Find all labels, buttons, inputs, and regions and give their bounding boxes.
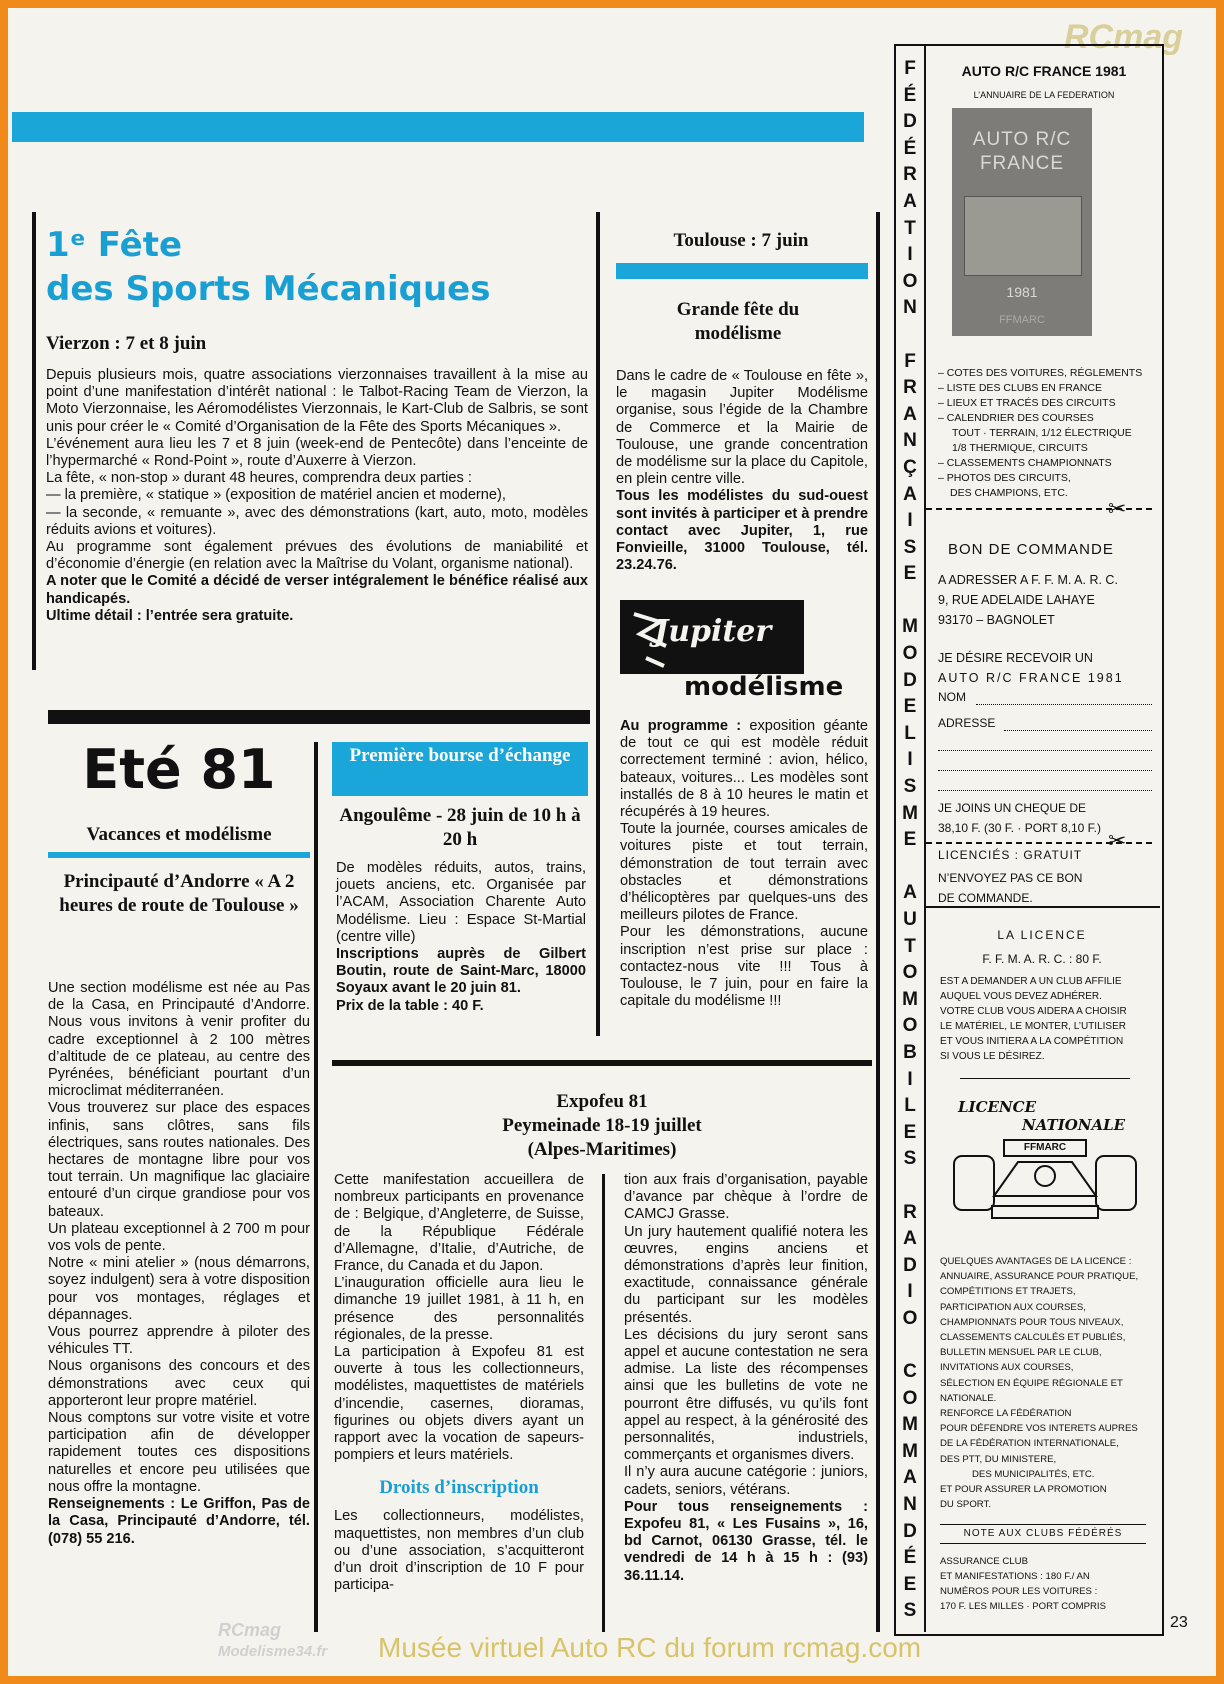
bon-address-line: 93170 – BAGNOLET <box>938 613 1055 627</box>
rcmag-watermark-bottom <box>218 1620 327 1662</box>
vertical-letter: M <box>902 1414 918 1436</box>
fete-p6: Au programme sont également prévues des évolutions de maniabilité et d’économie d’énergie (en relation avec la Maîtrise du Volant, organisme national). <box>46 539 588 573</box>
expofeu-c2p2: Un jury hautement qualifié notera les œuvres, engins anciens et démonstrations d’après leur finition, exactitude, connaissance générale du participant sur les modèles présentés. <box>624 1223 868 1326</box>
scissors-icon: ✂ <box>1108 828 1127 853</box>
vertical-letter: T <box>904 935 916 957</box>
avantage-line: ANNUAIRE, ASSURANCE POUR PRATIQUE, <box>940 1271 1139 1283</box>
vertical-letter: I <box>907 510 913 532</box>
vertical-letter <box>894 588 926 615</box>
avantage-line: CLASSEMENTS CALCULÉS ET PUBLIÉS, <box>940 1332 1126 1344</box>
vertical-letter: I <box>907 244 913 266</box>
fete-p1: Depuis plusieurs mois, quatre associations vierzonnaises travaillent à la mise au point d’une manifestation d’intérêt national : le Talbot-Racing Team de Vierzon, la Moto Vierzonnaise, les Aéromodélistes Vierzonnais, le Kart-Club de Salbris, se sont unis pour créer le « Comité d’Organisation de la Fête des Sports Mécaniques ». <box>46 367 588 435</box>
nom-line <box>976 704 1152 705</box>
vertical-letter: N <box>903 297 917 319</box>
modelisme-word: modélisme <box>684 672 844 702</box>
cheque-line: 38,10 F. (30 F. · PORT 8,10 F.) <box>938 821 1101 835</box>
expofeu-title: Expofeu 81 <box>556 1091 648 1112</box>
avantage-line: PARTICIPATION AUX COURSES, <box>940 1301 1086 1313</box>
vertical-letter: N <box>903 1494 917 1516</box>
vertical-letter: O <box>902 1387 918 1409</box>
vertical-letter: I <box>907 1068 913 1090</box>
ete-sub: Vacances et modélisme <box>86 824 272 845</box>
fete-p4: — la première, « statique » (exposition de matériel ancien et moderne), <box>46 487 506 504</box>
vertical-letter: E <box>903 1121 917 1143</box>
fete-p7: A noter que le Comité a décidé de verser intégralement le bénéfice réalisé aux handicapés. <box>46 573 588 607</box>
envoyez-line: N’ENVOYEZ PAS CE BON <box>938 871 1083 885</box>
expofeu-line2: Peymeinade 18-19 juillet <box>502 1115 702 1136</box>
watermark-bottom-1: RCmag <box>218 1620 282 1640</box>
vertical-letter: A <box>903 403 917 425</box>
nationale-line2: NATIONALE <box>1022 1116 1126 1134</box>
scissors-icon: ✂ <box>1108 496 1127 521</box>
licence-price: F. F. M. A. R. C. : 80 F. <box>982 952 1102 966</box>
bon-desire-line: AUTO R/C FRANCE 1981 <box>938 671 1124 685</box>
expofeu-mid-rule <box>602 1174 605 1632</box>
vertical-letter: É <box>903 137 917 159</box>
watermark-bottom-2: Modelisme34.fr <box>218 1643 328 1660</box>
avantage-line: BULLETIN MENSUEL PAR LE CLUB, <box>940 1347 1102 1359</box>
toulouse-title: Toulouse : 7 juin <box>673 230 809 251</box>
ete-p6: Nous organisons des concours et des démonstrations avec ceux qui apporteront leur propre matériel. <box>48 1358 310 1409</box>
bourse-p3: Prix de la table : 40 F. <box>336 997 484 1014</box>
ete-p2: Vous trouverez sur place des espaces infinis, sans clôtres, sans fils électriques, sans routes nationales. Des hectares de montagne libre pour vos tout terrain. Un magnifique lac glaciaire entouré d’un cirque grandiose pour vos bateaux. <box>48 1100 310 1220</box>
vertical-letter: A <box>903 882 917 904</box>
avantage-line: RENFORCE LA FÉDÉRATION <box>940 1408 1072 1420</box>
annuaire-list-item: TOUT · TERRAIN, 1/12 ÉLECTRIQUE <box>952 427 1132 439</box>
annuaire-list-item: – PHOTOS DES CIRCUITS, <box>938 472 1071 484</box>
expofeu-c1p1: Cette manifestation accueillera de nombreux participants en provenance de : Belgique, d’Angleterre, de Suisse, de la République Fédérale d’Allemagne, d’Italie, d’Autriche, de France, du Canada et du Japon. <box>334 1172 584 1275</box>
vertical-letter: L <box>904 722 916 744</box>
fete-p5: — la seconde, « remuante », avec des démonstrations (kart, auto, moto, modèles réduits avions et voitures). <box>46 504 588 538</box>
avantage-line: DES PTT, DU MINISTERE, <box>940 1453 1057 1465</box>
vertical-letter: M <box>902 616 918 638</box>
toulouse-p2: Tous les modélistes du sud-ouest sont invités à participer et à prendre contact avec Jupiter, 1, rue Fonvieille, 31000 Toulouse, tél. 23.24.76. <box>616 488 868 574</box>
fete-title-line1: 1ᵉ Fête <box>46 225 182 265</box>
cover-photo <box>964 196 1082 276</box>
avantage-line: CHAMPIONNATS POUR TOUS NIVEAUX, <box>940 1316 1124 1328</box>
fete-title <box>46 223 606 311</box>
vertical-letter: S <box>903 536 917 558</box>
vertical-letter: D <box>903 1520 917 1542</box>
toulouse-sub: Grande fête du modélisme <box>676 299 800 344</box>
footer-caption: Musée virtuel Auto RC du forum rcmag.com <box>378 1632 922 1663</box>
annuaire-list-item: – LIEUX ET TRACÉS DES CIRCUITS <box>938 397 1116 409</box>
expofeu-droits: Droits d’inscription <box>379 1477 539 1499</box>
toulouse-p3-label: Au programme : <box>620 718 742 734</box>
fete-title-line2: des Sports Mécaniques <box>46 269 491 309</box>
vertical-letter: A <box>903 1228 917 1250</box>
vertical-letter: F <box>904 350 916 372</box>
note-line: ET MANIFESTATIONS : 180 F./ AN <box>940 1571 1090 1582</box>
sidebar-divider <box>924 906 1160 908</box>
sidebar-vertical-text <box>894 56 926 1628</box>
ete-top-bar <box>48 710 590 724</box>
vertical-letter: S <box>903 776 917 798</box>
bon-address <box>938 570 1118 630</box>
licence-text-line: VOTRE CLUB VOUS AIDERA A CHOISIR <box>940 1006 1127 1017</box>
avantage-line: DE LA FÉDÉRATION INTERNATIONALE, <box>940 1438 1119 1450</box>
vertical-letter: F <box>904 58 916 79</box>
adresse-label: ADRESSE <box>938 716 996 730</box>
fete-p2: L’événement aura lieu les 7 et 8 juin (week-end de Pentecôte) dans l’enceinte de l’hypermarché « Rond-Point », route d’Auxerre à Vierzon. <box>46 435 588 470</box>
vertical-letter: B <box>903 1041 917 1063</box>
expofeu-c2p5: Pour tous renseignements : Expofeu 81, « Les Fusains », 16, bd Carnot, 06130 Grasse, tél. le vendredi de 14 h à 15 h : (93) 36.11.14. <box>624 1498 868 1584</box>
ete-p7: Nous comptons sur votre visite et votre participation afin de développer rapidement toutes ces dispositions naturelles et encore peu utilisées que nous offre la montagne. <box>48 1410 310 1495</box>
note-text <box>940 1554 1106 1614</box>
ete-p8: Renseignements : Le Griffon, Pas de la Casa, Principauté d’Andorre, tél. (078) 55 216. <box>48 1496 310 1547</box>
left-rule <box>32 212 36 670</box>
note-title: NOTE AUX CLUBS FÉDÉRÉS <box>963 1528 1123 1539</box>
toulouse-body-1 <box>616 368 868 574</box>
vertical-letter <box>894 854 926 881</box>
rcmag-watermark-top: RCmag <box>1064 18 1184 56</box>
toulouse-p5: Pour les démonstrations, aucune inscription n’est prise sur place : contactez-nous vite !!! Tous à Toulouse, le 7 juin, pour en faire la capitale du modélisme !!! <box>620 924 868 1010</box>
jupiter-word: Jupiter <box>654 614 772 649</box>
adresse-line <box>938 770 1152 771</box>
vertical-letter: U <box>903 909 917 930</box>
vertical-letter: C <box>903 1361 917 1383</box>
expofeu-c1p2: L’inauguration officielle aura lieu le dimanche 19 juillet 1981, à 11 h, en présence des personnalités régionales, de la presse. <box>334 1275 584 1343</box>
envoyez-line: DE COMMANDE. <box>938 891 1033 905</box>
bon-address-line: A ADRESSER A F. F. M. A. R. C. <box>938 573 1118 587</box>
ete-blue-rule <box>48 852 310 858</box>
vertical-letter: M <box>902 988 918 1010</box>
vertical-letter: R <box>903 377 917 399</box>
nationale-line1: LICENCE <box>958 1098 1037 1116</box>
vertical-letter: S <box>903 1600 917 1622</box>
annuaire-list-item: – COTES DES VOITURES, RÉGLEMENTS <box>938 367 1143 379</box>
vertical-letter: A <box>903 1467 917 1489</box>
vertical-letter: É <box>903 84 917 106</box>
vertical-letter: L <box>904 1095 916 1117</box>
ete-sub2: Principauté d’Andorre « A 2 heures de route de Toulouse » <box>59 871 299 916</box>
sidebar-subheader: L’ANNUAIRE DE LA FEDERATION <box>973 90 1115 100</box>
expofeu-c2p4: Il n’y aura aucune catégorie : juniors, cadets, seniors, vétérans. <box>624 1464 868 1498</box>
licence-text-line: LE MATÉRIEL, LE MONTER, L’UTILISER <box>940 1021 1126 1032</box>
annuaire-list <box>938 366 1158 501</box>
vertical-letter: É <box>903 1547 917 1569</box>
vertical-letter: T <box>904 217 916 239</box>
ete-p5: Vous pourrez apprendre à piloter des véhicules TT. <box>48 1324 310 1358</box>
bourse-body <box>336 860 586 1015</box>
vertical-letter: I <box>907 1281 913 1303</box>
ete-title: Eté 81 <box>82 738 276 801</box>
sidebar-header: AUTO R/C FRANCE 1981 <box>961 63 1127 79</box>
vertical-letter: O <box>902 1015 918 1037</box>
cheque-line: JE JOINS UN CHEQUE DE <box>938 801 1087 815</box>
bon-address-line: 9, RUE ADELAIDE LAHAYE <box>938 593 1095 607</box>
vertical-letter: O <box>902 270 918 292</box>
vertical-letter: S <box>903 1148 917 1170</box>
toulouse-p4: Toute la journée, courses amicales de voitures piste et tout terrain, démonstration de tout terrain avec obstacles et démonstrations d’hélicoptères par quelques-uns des meilleurs pilotes de France. <box>620 821 868 924</box>
avantage-line: SÉLECTION EN ÉQUIPE RÉGIONALE ET <box>940 1377 1123 1389</box>
ete-body <box>48 980 310 1548</box>
vertical-letter: Ç <box>903 456 917 478</box>
annuaire-list-item: – LISTE DES CLUBS EN FRANCE <box>938 382 1102 394</box>
vertical-letter <box>894 1173 926 1200</box>
vertical-letter: M <box>902 802 918 824</box>
vertical-letter: A <box>903 483 917 505</box>
annuaire-list-item: 1/8 THERMIQUE, CIRCUITS <box>952 442 1088 454</box>
bourse-left-rule <box>314 742 318 1632</box>
licence-divider <box>960 1078 1130 1079</box>
envoyez-text <box>938 868 1082 908</box>
vertical-letter: I <box>907 749 913 771</box>
nom-label: NOM <box>938 690 966 704</box>
vertical-letter: R <box>903 164 917 186</box>
note-line: 170 F. LES MILLES · PORT COMPRIS <box>940 1601 1106 1612</box>
vertical-letter: O <box>902 962 918 984</box>
fete-place: Vierzon : 7 et 8 juin <box>46 333 207 354</box>
fete-body <box>46 367 588 625</box>
avantage-line: DU SPORT. <box>940 1499 991 1511</box>
adresse-line <box>938 790 1152 791</box>
note-line: NUMÉROS POUR LES VOITURES : <box>940 1586 1098 1597</box>
toulouse-p3-text: exposition géante de tout ce qui est modèle réduit correctement terminé : avion, hélico, bateaux, voitures... Les modèles sont installés de 8 à 10 heures le matin et récupérés à 19 heures. <box>620 718 868 821</box>
adresse-line <box>938 750 1152 751</box>
toulouse-p3 <box>620 718 868 821</box>
expofeu-line3: (Alpes-Maritimes) <box>527 1139 677 1160</box>
jupiter-logo <box>620 600 868 708</box>
avantage-line: DES MUNICIPALITÉS, ETC. <box>972 1468 1095 1480</box>
bourse-p2: Inscriptions auprès de Gilbert Boutin, route de Saint-Marc, 18000 Soyaux avant le 20 juin 81. <box>336 946 586 997</box>
vertical-letter: E <box>903 1573 917 1595</box>
avantage-line: INVITATIONS AUX COURSES, <box>940 1362 1074 1374</box>
vertical-letter: O <box>902 1307 918 1329</box>
ete-p1: Une section modélisme est née au Pas de la Casa, en Principauté d’Andorre. Nous vous invitons à venir profiter du cadre exceptionnel à 2 100 mètres d’altitude de ce plateau, au centre des Pyrénées, bénéficiant pourtant d’un microclimat méditerranéen. <box>48 980 310 1100</box>
cover-pub: FFMARC <box>999 314 1045 326</box>
annuaire-cover <box>952 108 1092 336</box>
cover-title: AUTO R/C FRANCE <box>972 129 1072 174</box>
vertical-letter: M <box>902 1440 918 1462</box>
licence-text <box>940 974 1127 1064</box>
bon-desire <box>938 648 1124 688</box>
avantage-line: ET POUR ASSURER LA PROMOTION <box>940 1484 1107 1496</box>
expofeu-col2 <box>624 1172 868 1585</box>
toulouse-blue-bar <box>616 263 868 279</box>
expofeu-title-block <box>332 1090 872 1162</box>
vertical-letter: R <box>903 1201 917 1223</box>
vertical-letter <box>894 322 926 349</box>
licence-title: LA LICENCE <box>997 928 1087 942</box>
licence-text-line: AUQUEL VOUS DEVEZ ADHÉRER. <box>940 991 1102 1002</box>
avantage-line: NATIONALE. <box>940 1392 997 1404</box>
magazine-page <box>8 8 1216 1676</box>
toulouse-body-2 <box>620 718 868 1010</box>
bourse-header: Première bourse d’échange <box>332 742 588 796</box>
expofeu-c2p1: tion aux frais d’organisation, payable d’avance par chèque à l’ordre de CAMCJ Grasse. <box>624 1172 868 1223</box>
expofeu-c1p3: La participation à Expofeu 81 est ouverte à tous les collectionneurs, modélistes, maquettistes de matériels d’incendie, casernes, dioramas, figurines ou objets divers ayant un rapport avec la vocation de sapeurs-pompiers et leurs matériels. <box>334 1344 584 1464</box>
vertical-letter: A <box>903 190 917 212</box>
annuaire-list-item: DES CHAMPIONS, ETC. <box>950 487 1068 499</box>
licencies-gratuit: LICENCIÉS : GRATUIT <box>938 848 1083 862</box>
licence-text-line: ET VOUS INITIERA A LA COMPÉTITION <box>940 1036 1124 1047</box>
toulouse-left-rule <box>596 212 600 1036</box>
vertical-letter: D <box>903 111 917 133</box>
page-number: 23 <box>1170 1614 1188 1631</box>
expofeu-top-bar <box>332 1060 872 1066</box>
bourse-p1: De modèles réduits, autos, trains, jouets anciens, etc. Organisée par l’ACAM, Association Charente Auto Modélisme. Lieu : Espace St-Martial (centre ville) <box>336 860 586 945</box>
vertical-letter: E <box>903 829 917 851</box>
vertical-letter: D <box>903 669 917 691</box>
licence-text-line: EST A DEMANDER A UN CLUB AFFILIE <box>940 976 1122 987</box>
fete-p3: La fête, « non-stop » durant 48 heures, comprendra deux parties : <box>46 470 472 487</box>
avantages-list <box>940 1254 1138 1512</box>
note-line: ASSURANCE CLUB <box>940 1556 1028 1567</box>
f1-car-drawing <box>952 1136 1138 1228</box>
bourse-sub: Angoulême - 28 juin de 10 h à 20 h <box>339 805 581 850</box>
vertical-letter <box>894 1333 926 1360</box>
avantage-line: COMPÉTITIONS ET TRAJETS, <box>940 1286 1076 1298</box>
toulouse-right-rule <box>876 212 880 1632</box>
adresse-line <box>1004 730 1152 731</box>
vertical-letter: E <box>903 563 917 585</box>
vertical-letter: E <box>903 696 917 718</box>
annuaire-list-item: – CALENDRIER DES COURSES <box>938 412 1094 424</box>
fete-p8: Ultime détail : l’entrée sera gratuite. <box>46 607 294 624</box>
vertical-letter: O <box>902 643 918 665</box>
cover-year: 1981 <box>1006 284 1038 300</box>
top-blue-band <box>12 112 864 142</box>
bon-desire-line: JE DÉSIRE RECEVOIR UN <box>938 651 1093 665</box>
ete-p3: Un plateau exceptionnel à 2 700 m pour vos vols de pente. <box>48 1220 310 1255</box>
car-label: FFMARC <box>1023 1142 1067 1153</box>
expofeu-c1p4: Les collectionneurs, modélistes, maquettistes, non membres d’un club ou d’une association, s’acquitteront d’un droit d’inscription de 10 F pour participa- <box>334 1508 584 1594</box>
avantage-line: QUELQUES AVANTAGES DE LA LICENCE : <box>940 1256 1132 1267</box>
expofeu-c2p3: Les décisions du jury seront sans appel et aucune contestation ne sera admise. La liste des récompenses ainsi que les bulletins de vote ne pourront être diffusés, vu qu’ils font appel au respect, à la générosité des personnalités, industriels, commerçants et organismes divers. <box>624 1326 868 1464</box>
annuaire-list-item: – CLASSEMENTS CHAMPIONNATS <box>938 457 1112 469</box>
licence-nationale-title <box>958 1098 1125 1134</box>
avantage-line: POUR DÉFENDRE VOS INTERETS AUPRES <box>940 1423 1138 1435</box>
toulouse-p1: Dans le cadre de « Toulouse en fête », le magasin Jupiter Modélisme organise, sous l’égide de la Chambre de Commerce et la Mairie de Toulouse, une grande concentration de modélisme sur la place du Capitole, en plein centre ville. <box>616 368 868 488</box>
cheque-text <box>938 798 1101 838</box>
bon-title: BON DE COMMANDE <box>948 541 1114 558</box>
licence-text-line: SI VOUS LE DÉSIREZ. <box>940 1051 1045 1062</box>
vertical-letter: N <box>903 430 917 452</box>
ete-p4: Notre « mini atelier » (nous démarrons, soyez indulgent) sera à votre disposition pour vos montages, réglages et dépannages. <box>48 1255 310 1323</box>
vertical-letter: D <box>903 1254 917 1276</box>
expofeu-col1 <box>334 1172 584 1594</box>
